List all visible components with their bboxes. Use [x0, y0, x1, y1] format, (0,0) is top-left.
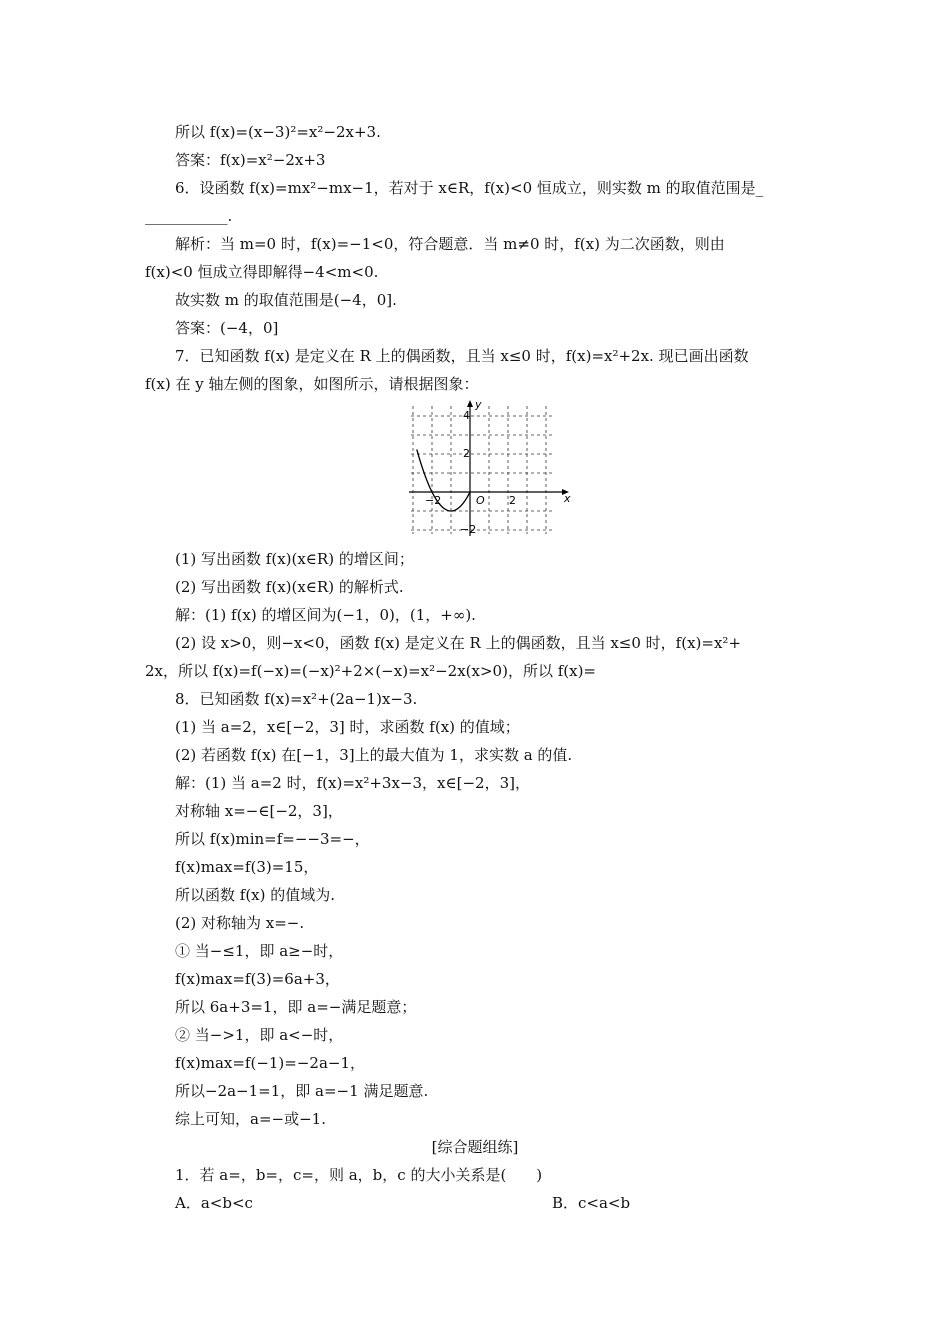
y-tick-label: 2: [463, 447, 470, 460]
text-line: 综上可知，a=−或−1.: [175, 1110, 326, 1128]
text-line: ① 当−≤1，即 a≥−时，: [175, 942, 344, 960]
answer-blank: ___________.: [145, 207, 233, 225]
x-tick-label: 2: [509, 494, 516, 507]
text-line: 解析：当 m=0 时，f(x)=−1<0，符合题意．当 m≠0 时，f(x) 为二次函数，则由: [175, 235, 725, 253]
text-line: (2) 对称轴为 x=−.: [175, 914, 305, 932]
problem-8: 8．已知函数 f(x)=x²+(2a−1)x−3.: [175, 690, 418, 708]
text-line: 答案：(−4，0]: [175, 319, 279, 337]
text-line: (2) 若函数 f(x) 在[−1，3]上的最大值为 1，求实数 a 的值.: [175, 746, 573, 764]
x-tick-label: −2: [425, 494, 442, 507]
grid-lines: [411, 406, 555, 534]
text-line: 解：(1) 当 a=2 时，f(x)=x²+3x−3，x∈[−2，3]，: [175, 774, 530, 792]
text-line: f(x)max=f(3)=15，: [175, 858, 319, 876]
text-line: (1) 当 a=2，x∈[−2，3] 时，求函数 f(x) 的值域；: [175, 718, 520, 736]
y-tick-label: 4: [463, 409, 470, 422]
text-line: 解：(1) f(x) 的增区间为(−1，0)，(1，+∞).: [175, 606, 476, 624]
choice-b: B．c<a<b: [552, 1194, 631, 1212]
y-tick-label: −2: [460, 523, 477, 536]
text-line: f(x)max=f(3)=6a+3，: [175, 970, 340, 988]
text-line: (1) 写出函数 f(x)(x∈R) 的增区间；: [175, 550, 414, 568]
text-line: f(x) 在 y 轴左侧的图象，如图所示，请根据图象：: [145, 375, 479, 393]
text-line: 所以函数 f(x) 的值域为.: [175, 886, 336, 904]
function-graph: [405, 398, 575, 538]
text-line: 所以 f(x)=(x−3)²=x²−2x+3.: [175, 123, 381, 141]
text-line: 对称轴 x=−∈[−2，3]，: [175, 802, 343, 820]
text-line: 所以 f(x)min=f=−−3=−，: [175, 830, 370, 848]
text-line: ② 当−>1，即 a<−时，: [175, 1026, 344, 1044]
origin-label: O: [476, 494, 485, 507]
section-heading: [综合题组练]: [431, 1138, 519, 1156]
y-axis-arrow: [467, 400, 473, 407]
text-line: 2x，所以 f(x)=f(−x)=(−x)²+2×(−x)=x²−2x(x>0)，所以 f(x)=: [145, 662, 597, 680]
text-line: (2) 设 x>0，则−x<0，函数 f(x) 是定义在 R 上的偶函数，且当 x≤0 时，f(x)=x²+: [175, 634, 742, 652]
problem-6: 6．设函数 f(x)=mx²−mx−1，若对于 x∈R，f(x)<0 恒成立，则实数 m 的取值范围是_: [175, 179, 764, 197]
problem-1: 1．若 a=，b=，c=，则 a，b，c 的大小关系是( ): [175, 1166, 543, 1184]
text-line: 故实数 m 的取值范围是(−4，0].: [175, 291, 397, 309]
y-axis-label: y: [475, 398, 482, 411]
text-line: (2) 写出函数 f(x)(x∈R) 的解析式.: [175, 578, 404, 596]
text-line: f(x)<0 恒成立得即解得−4<m<0.: [145, 263, 379, 281]
text-line: 答案：f(x)=x²−2x+3: [175, 151, 326, 169]
text-line: f(x)max=f(−1)=−2a−1，: [175, 1054, 366, 1072]
problem-7: 7．已知函数 f(x) 是定义在 R 上的偶函数，且当 x≤0 时，f(x)=x²+2x. 现已画出函数: [175, 347, 749, 365]
text-line: 所以 6a+3=1，即 a=−满足题意；: [175, 998, 417, 1016]
x-axis-label: x: [564, 492, 571, 505]
text-line: 所以−2a−1=1，即 a=−1 满足题意.: [175, 1082, 429, 1100]
choice-a: A．a<b<c: [175, 1194, 253, 1212]
